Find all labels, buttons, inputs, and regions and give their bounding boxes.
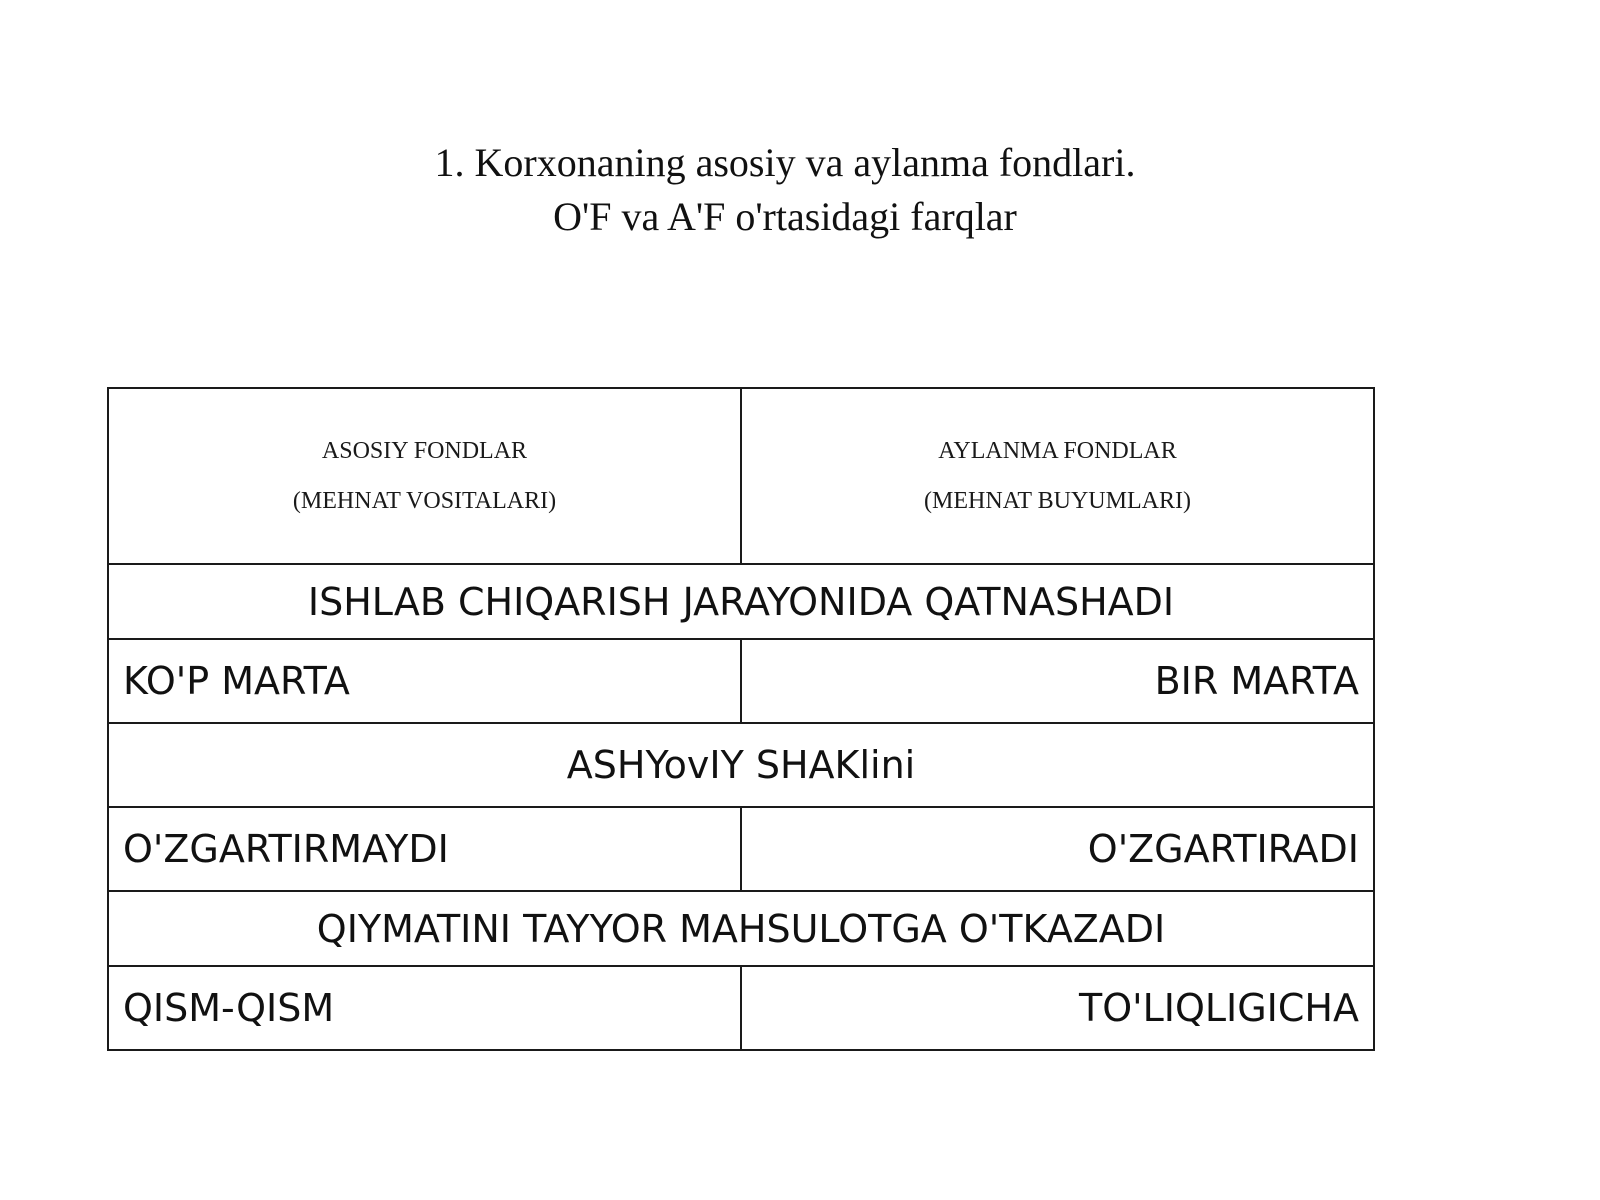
merged-cell-value-transfer: QIYMATINI TAYYOR MAHSULOTGA O'TKAZADI <box>108 891 1374 966</box>
table-row <box>108 723 1374 807</box>
slide-title-line-2: O'F va A'F o'rtasidagi farqlar <box>553 194 1017 239</box>
header-cell-asosiy <box>108 388 741 564</box>
comparison-table <box>107 387 1375 1051</box>
header-asosiy-subtitle: (MEHNAT VOSITALARI) <box>292 488 557 514</box>
header-cell-aylanma <box>741 388 1374 564</box>
cell-asosiy-transfer-mode: QISM-QISM <box>108 966 741 1050</box>
table-row <box>108 639 1374 723</box>
cell-asosiy-frequency: KO'P MARTA <box>108 639 741 723</box>
table-row <box>108 966 1374 1050</box>
cell-aylanma-transfer-mode: TO'LIQLIGICHA <box>741 966 1374 1050</box>
merged-cell-material-form: ASHYovIY SHAKlini <box>108 723 1374 807</box>
table-row <box>108 564 1374 639</box>
merged-cell-participation: ISHLAB CHIQARISH JARAYONIDA QATNASHADI <box>108 564 1374 639</box>
header-aylanma-subtitle: (MEHNAT BUYUMLARI) <box>924 488 1191 514</box>
table-row <box>108 891 1374 966</box>
header-aylanma-title: AYLANMA FONDLAR <box>938 438 1177 464</box>
table-header-row <box>108 388 1374 564</box>
slide-title-line-1: 1. Korxonaning asosiy va aylanma fondlari. <box>434 140 1136 185</box>
table-row <box>108 807 1374 891</box>
slide-title <box>0 136 1570 244</box>
cell-asosiy-form-change: O'ZGARTIRMAYDI <box>108 807 741 891</box>
header-asosiy-title: ASOSIY FONDLAR <box>321 438 528 464</box>
cell-aylanma-form-change: O'ZGARTIRADI <box>741 807 1374 891</box>
cell-aylanma-frequency: BIR MARTA <box>741 639 1374 723</box>
